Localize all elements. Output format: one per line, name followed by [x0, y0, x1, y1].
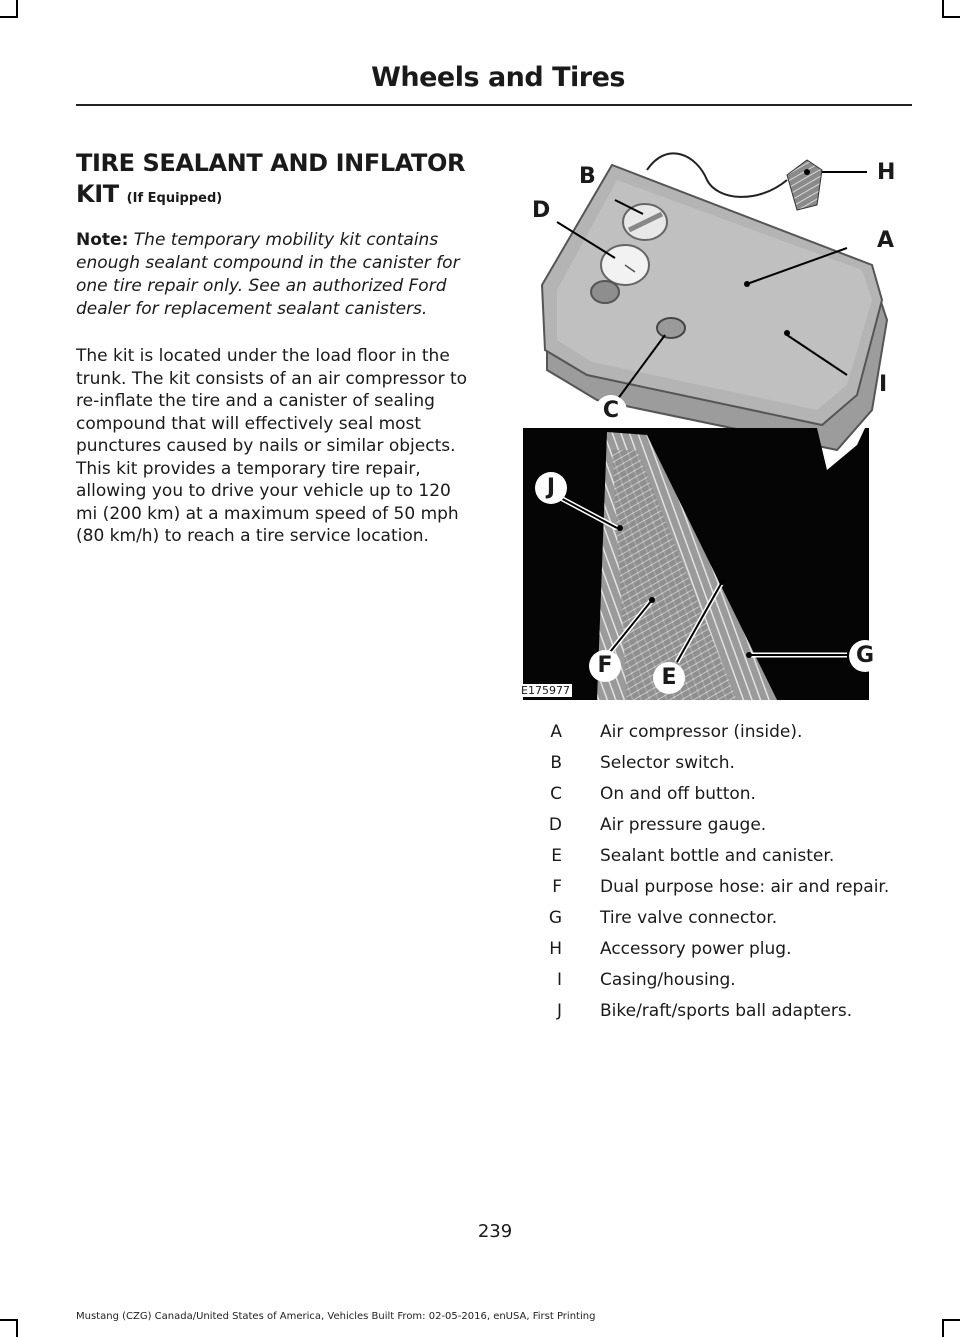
legend-letter: B — [550, 753, 562, 773]
power-plug — [787, 160, 822, 210]
legend-text: Sealant bottle and canister. — [600, 846, 835, 866]
page-footer: Mustang (CZG) Canada/United States of America, Vehicles Built From: 02-05-2016, enUSA, First Printing — [76, 1311, 596, 1322]
page-number: 239 — [477, 1221, 513, 1242]
legend-text: On and off button. — [600, 784, 756, 804]
legend-letter: G — [548, 908, 562, 928]
legend-letter: E — [551, 846, 562, 866]
figure-id: E175977 — [521, 684, 570, 697]
crop-mark-top-right-h — [942, 16, 960, 18]
callout-C: C — [595, 395, 627, 427]
legend-text: Tire valve connector. — [600, 908, 778, 928]
callout-E: E — [653, 662, 685, 694]
kit-illustration — [517, 150, 912, 700]
crop-mark-bottom-left-v — [16, 1319, 18, 1337]
legend-letter: C — [550, 784, 562, 804]
callout-H: H — [877, 160, 896, 185]
callout-J: J — [535, 472, 567, 504]
legend-row-i — [520, 970, 920, 991]
header-divider — [76, 104, 912, 106]
legend-text: Accessory power plug. — [600, 939, 792, 959]
legend-row-h — [520, 939, 920, 960]
crop-mark-bottom-right-v — [942, 1319, 944, 1337]
crop-mark-top-left-h — [0, 16, 18, 18]
callout-D: D — [532, 198, 551, 223]
section-title-text: TIRE SEALANT AND INFLATOR KIT — [76, 149, 466, 208]
callout-G: G — [849, 640, 881, 672]
kit-illustration-svg — [517, 150, 912, 700]
note-label: Note: — [76, 230, 129, 250]
legend-text: Bike/raft/sports ball adapters. — [600, 1001, 853, 1021]
section-qualifier: (If Equipped) — [126, 191, 223, 206]
legend-letter: J — [556, 1001, 562, 1021]
page-header-title: Wheels and Tires — [371, 62, 625, 93]
legend-row-g — [520, 908, 920, 929]
legend-letter: I — [556, 970, 562, 990]
legend-row-j — [520, 1001, 920, 1022]
section-title — [76, 148, 486, 214]
on-off-button — [657, 318, 685, 338]
crop-mark-bottom-left-h — [0, 1319, 18, 1321]
callout-A: A — [877, 228, 895, 253]
legend-row-d — [520, 815, 920, 836]
legend-text: Air compressor (inside). — [600, 722, 803, 742]
legend-text: Casing/housing. — [600, 970, 736, 990]
body-paragraph: The kit is located under the load floor in the trunk. The kit consists of an air compressor to re-inflate the tire and a canister of sealing compound that will effectively seal most punctures caused by nails or similar objects. This kit provides a temporary tire repair, allowing you to drive your vehicle up to 120 mi (200 km) at a maximum speed of 50 mph (80 km/h) to reach a tire service location. — [76, 346, 468, 546]
figure-legend — [520, 722, 920, 1032]
dial — [591, 281, 619, 303]
callout-I: I — [879, 372, 888, 397]
callout-B: B — [579, 164, 596, 189]
legend-text: Air pressure gauge. — [600, 815, 767, 835]
legend-letter: F — [552, 877, 562, 897]
crop-mark-bottom-right-h — [942, 1319, 960, 1321]
legend-letter: A — [550, 722, 562, 742]
legend-row-c — [520, 784, 920, 805]
legend-letter: H — [549, 939, 562, 959]
legend-letter: D — [548, 815, 562, 835]
legend-text: Selector switch. — [600, 753, 735, 773]
legend-row-e — [520, 846, 920, 867]
legend-row-a — [520, 722, 920, 743]
legend-text: Dual purpose hose: air and repair. — [600, 877, 890, 897]
note-block — [76, 229, 476, 321]
note-text: The temporary mobility kit contains enough sealant compound in the canister for one tire repair only. See an authorized Ford dealer for replacement sealant canisters. — [76, 230, 460, 319]
callout-F: F — [589, 650, 621, 682]
legend-row-f — [520, 877, 920, 898]
legend-row-b — [520, 753, 920, 774]
